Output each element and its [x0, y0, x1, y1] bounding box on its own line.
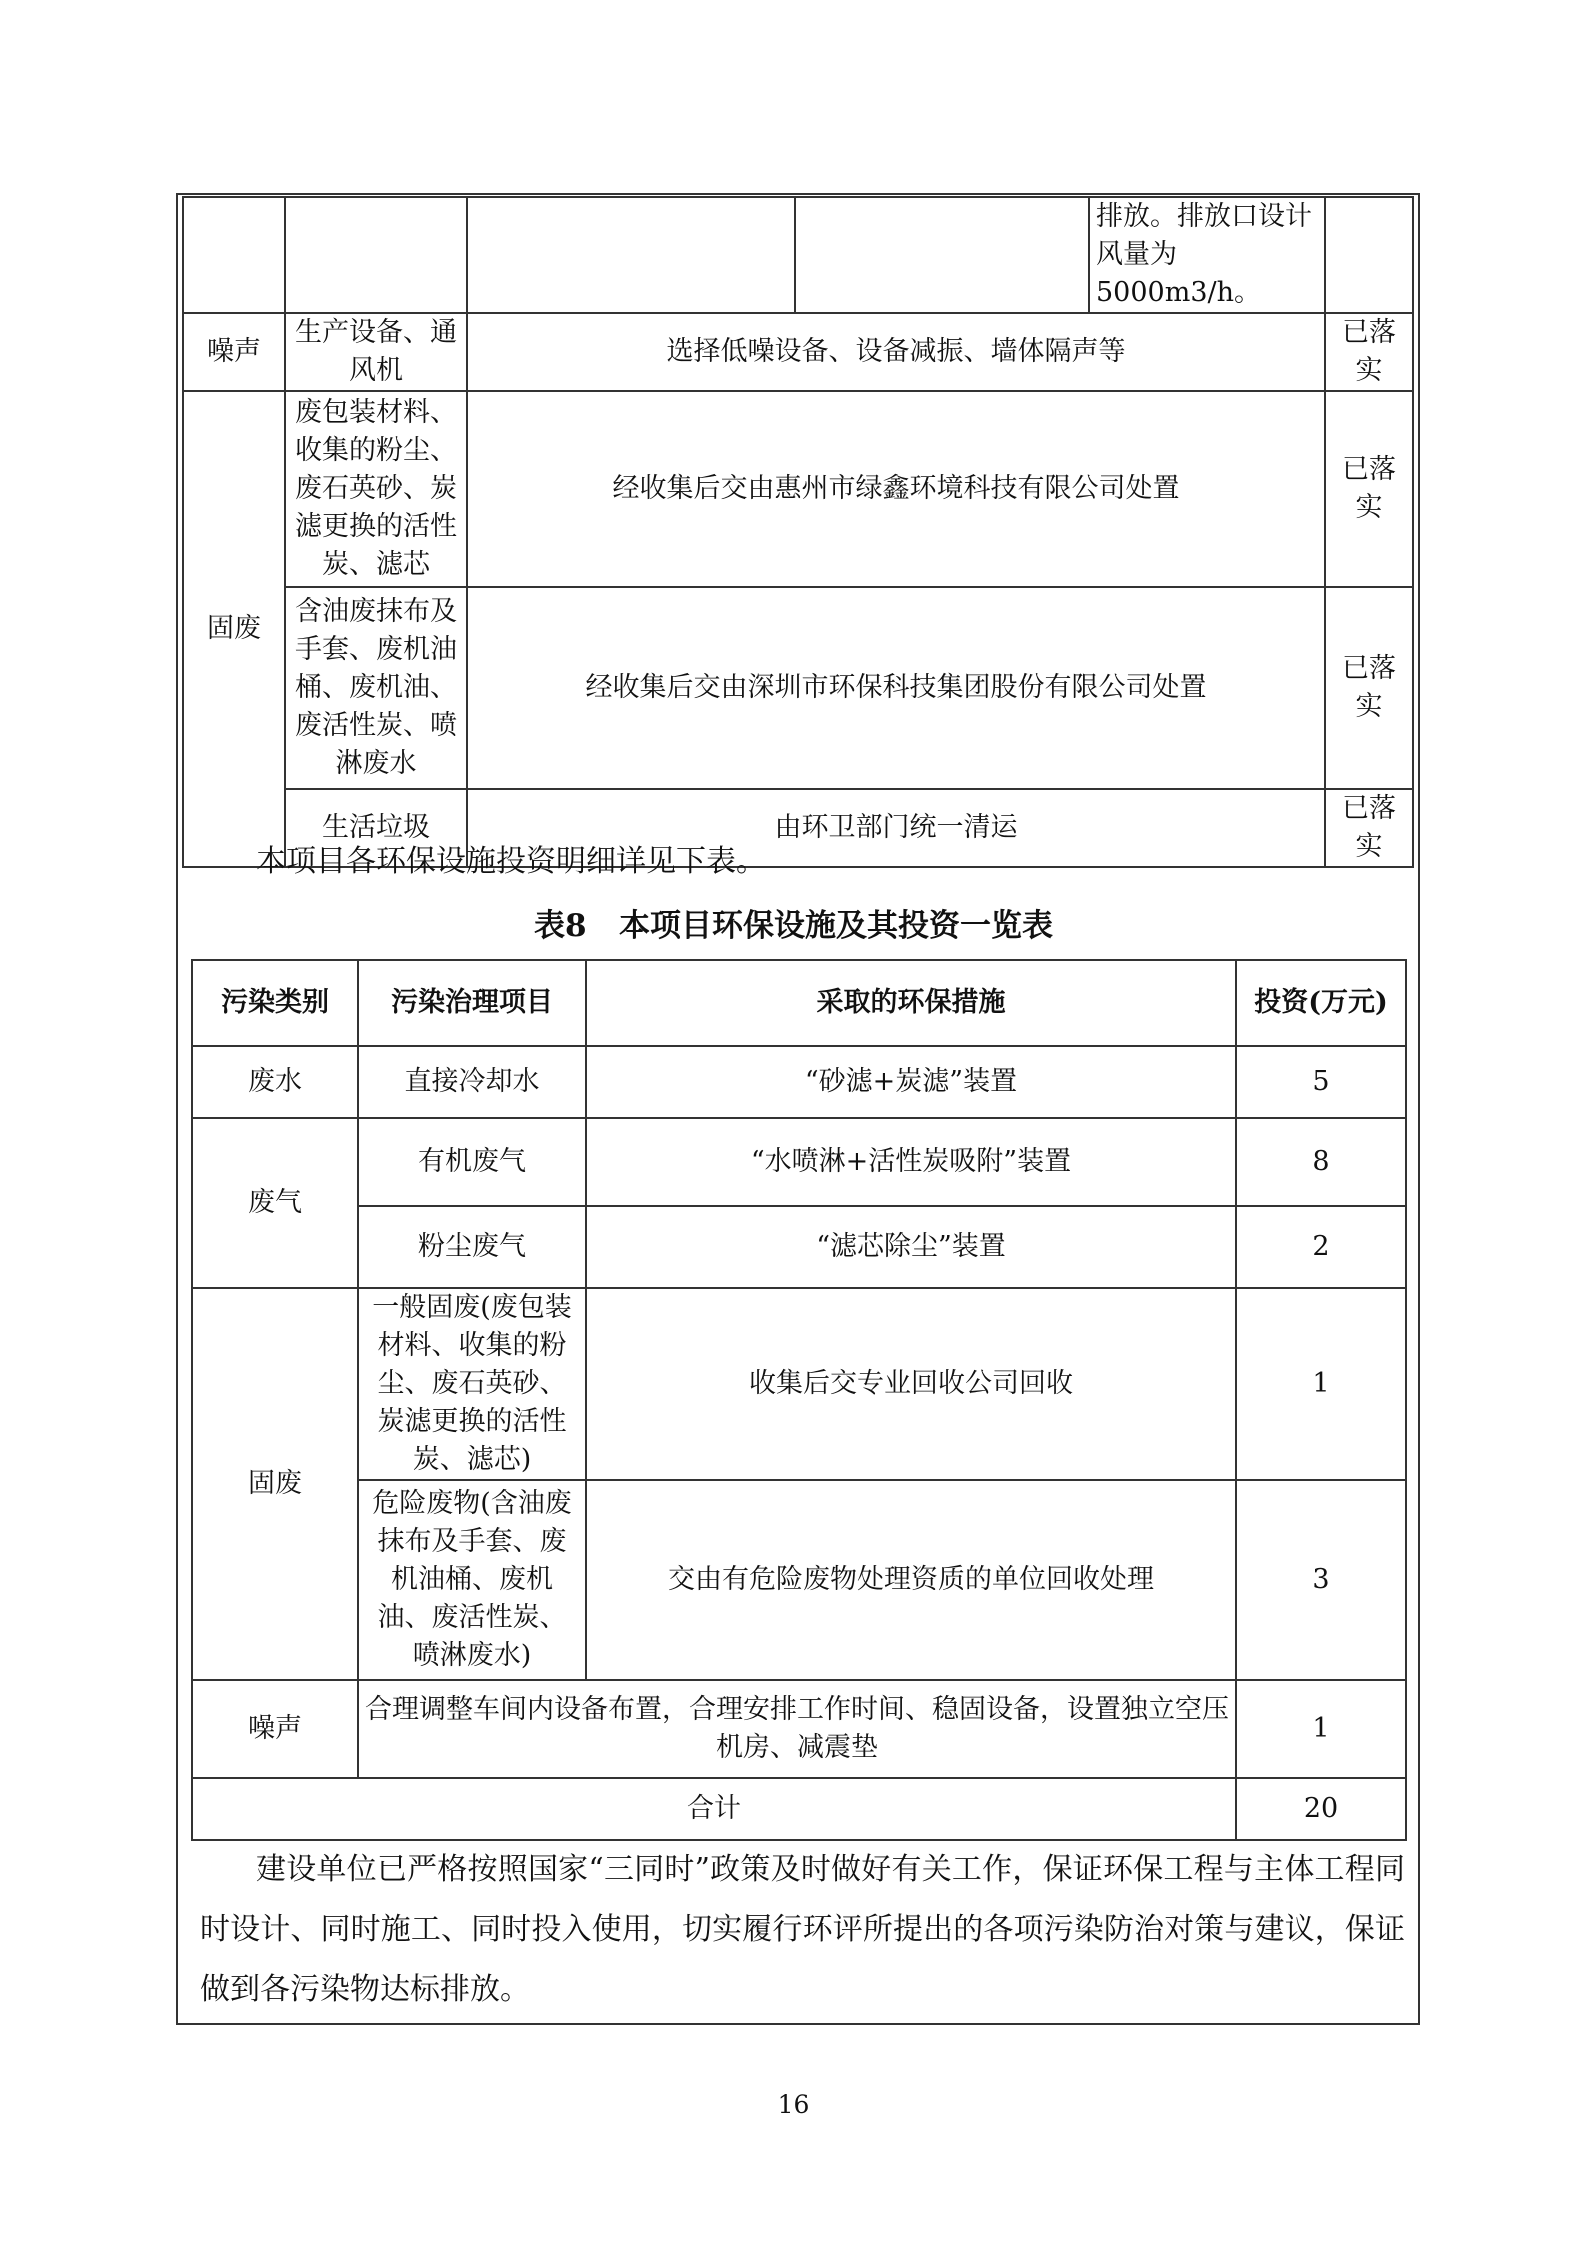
table-total-row: [192, 1778, 1406, 1840]
status-cell: 已落实: [1325, 587, 1413, 789]
status-cell: 已落实: [1325, 391, 1413, 587]
table-row: [183, 197, 1413, 313]
investment-cell: 8: [1236, 1118, 1406, 1206]
measure-cell: 收集后交专业回收公司回收: [586, 1288, 1236, 1480]
measure-cell: [467, 197, 795, 313]
source-cell: 废包装材料、收集的粉尘、废石英砂、炭滤更换的活性炭、滤芯: [285, 391, 467, 587]
source-cell: [285, 197, 467, 313]
column-header: 采取的环保措施: [586, 960, 1236, 1046]
investment-cell: 3: [1236, 1480, 1406, 1680]
status-cell: 已落实: [1325, 789, 1413, 867]
category-cell: [183, 197, 285, 313]
total-label: 合计: [192, 1778, 1236, 1840]
measure-cell: 由环卫部门统一清运: [467, 789, 1325, 867]
measure-cell: 经收集后交由深圳市环保科技集团股份有限公司处置: [467, 587, 1325, 789]
item-cell: 一般固废(废包装材料、收集的粉尘、废石英砂、炭滤更换的活性炭、滤芯): [358, 1288, 586, 1480]
item-cell: 粉尘废气: [358, 1206, 586, 1288]
total-value: 20: [1236, 1778, 1406, 1840]
investment-cell: 1: [1236, 1680, 1406, 1778]
closing-paragraph: 建设单位已严格按照国家“三同时”政策及时做好有关工作，保证环保工程与主体工程同时设计、同时施工、同时投入使用，切实履行环评所提出的各项污染防治对策与建议，保证做到各污染物达标排放。: [200, 1852, 1405, 2007]
investment-cell: 5: [1236, 1046, 1406, 1118]
measure-cell: “水喷淋+活性炭吸附”装置: [586, 1118, 1236, 1206]
table-row: [183, 313, 1413, 391]
table-row: [192, 1046, 1406, 1118]
measure-cell: “滤芯除尘”装置: [586, 1206, 1236, 1288]
measure-cell: 选择低噪设备、设备减振、墙体隔声等: [467, 313, 1325, 391]
category-cell: 固废: [183, 391, 285, 867]
column-header: 污染治理项目: [358, 960, 586, 1046]
category-cell: 噪声: [183, 313, 285, 391]
category-cell: 废气: [192, 1118, 358, 1288]
item-cell: 有机废气: [358, 1118, 586, 1206]
investment-cell: 2: [1236, 1206, 1406, 1288]
table-row: [192, 1288, 1406, 1480]
source-cell: 生产设备、通风机: [285, 313, 467, 391]
measure-cell: 经收集后交由惠州市绿鑫环境科技有限公司处置: [467, 391, 1325, 587]
status-cell: [1325, 197, 1413, 313]
table-row: [192, 1480, 1406, 1680]
source-cell: 含油废抹布及手套、废机油桶、废机油、废活性炭、喷淋废水: [285, 587, 467, 789]
measure-cell: 交由有危险废物处理资质的单位回收处理: [586, 1480, 1236, 1680]
table-row: [192, 1206, 1406, 1288]
investment-cell: 1: [1236, 1288, 1406, 1480]
table-caption-title: 本项目环保设施及其投资一览表: [618, 908, 1053, 944]
table-caption-number: 表8: [534, 908, 587, 944]
item-cell: 危险废物(含油废抹布及手套、废机油桶、废机油、废活性炭、喷淋废水): [358, 1480, 586, 1680]
category-cell: 废水: [192, 1046, 358, 1118]
measure-cell: 排放。排放口设计风量为5000m3/h。: [1089, 197, 1325, 313]
investment-table: [191, 959, 1407, 1841]
measure-cell: “砂滤+炭滤”装置: [586, 1046, 1236, 1118]
measure-cell: 合理调整车间内设备布置，合理安排工作时间、稳固设备，设置独立空压机房、减震垫: [358, 1680, 1236, 1778]
item-cell: 直接冷却水: [358, 1046, 586, 1118]
column-header: 投资(万元): [1236, 960, 1406, 1046]
source-cell: 生活垃圾: [285, 789, 467, 867]
table-row: [192, 1118, 1406, 1206]
intro-paragraph: 本项目各环保设施投资明细详见下表。: [256, 844, 766, 879]
category-cell: 噪声: [192, 1680, 358, 1778]
measure-cell: [795, 197, 1089, 313]
column-header: 污染类别: [192, 960, 358, 1046]
category-cell: 固废: [192, 1288, 358, 1680]
table-row: [183, 391, 1413, 587]
table-row: [192, 1680, 1406, 1778]
measures-table: [182, 196, 1414, 868]
page-number: 16: [777, 2090, 810, 2119]
status-cell: 已落实: [1325, 313, 1413, 391]
table-row: [183, 587, 1413, 789]
table-header-row: [192, 960, 1406, 1046]
table-caption: [0, 900, 1587, 945]
